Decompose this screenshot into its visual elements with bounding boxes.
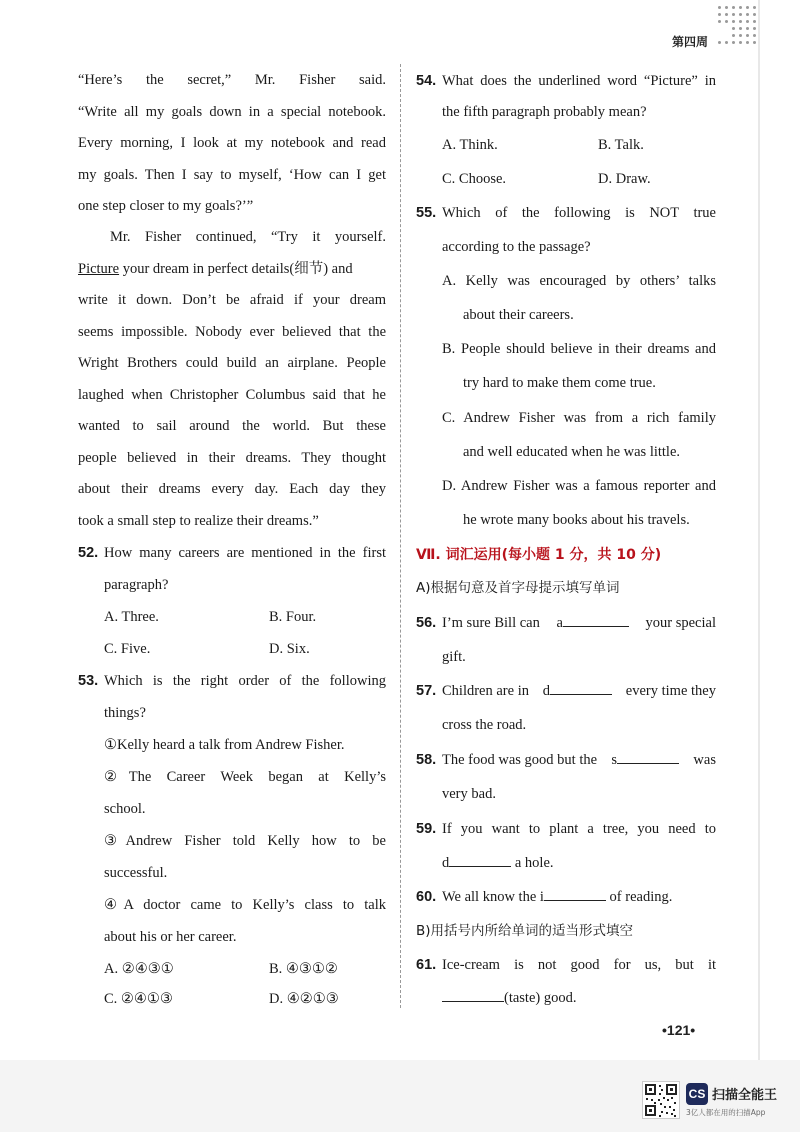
order-item: ③Andrew Fisher told Kelly how to be [104,833,386,849]
fill-in-line [442,676,716,708]
question-text: things? [104,705,146,721]
dot [753,13,756,16]
question-number: 55. [416,205,437,221]
dot [753,27,756,30]
qr-module [654,1102,656,1104]
option: B. Four. [269,609,317,625]
qr-module [661,1089,663,1091]
option: A. Think. [442,137,498,153]
question-text: If you want to plant a tree, you need to [442,821,716,837]
dot [753,34,756,37]
option: C. Andrew Fisher was from a rich family [442,410,716,426]
option: D. ④②①③ [269,991,339,1007]
text-after: a hole. [514,855,554,871]
question-text: gift. [442,649,466,665]
qr-module [669,1106,671,1108]
dot [725,6,728,9]
passage-line: one step closer to my goals?’” [78,198,254,214]
passage-line: seems impossible. Nobody ever believed that the [78,324,386,340]
qr-module [674,1115,676,1117]
question-number: 54. [416,73,437,89]
option-continued: he wrote many books about his travels. [463,512,690,528]
text-after: (taste) good. [504,990,577,1006]
dot [725,20,728,23]
text-after: your special [645,615,716,631]
underlined-word-picture: Picture [78,261,120,277]
question-number: 57. [416,683,437,699]
dot [753,41,756,44]
part-a-title: A)根据句意及首字母提示填写单词 [416,580,620,596]
dot [739,20,742,23]
dot [746,41,749,44]
order-item: ④A doctor came to Kelly’s class to talk [104,897,386,913]
dot [746,34,749,37]
option: B. People should believe in their dreams and [442,341,716,357]
order-item: ①Kelly heard a talk from Andrew Fisher. [104,737,345,753]
dot [718,6,721,9]
initial-letter: i [539,889,544,905]
dot [746,6,749,9]
question-number: 56. [416,615,437,631]
dot [732,34,735,37]
qr-module [674,1102,676,1104]
passage-line: took a small step to realize their dreams.” [78,513,319,529]
option: C. Five. [104,641,151,657]
passage-line: people believed in their dreams. They thought [78,450,386,466]
order-item: about his or her career. [104,929,237,945]
order-item: school. [104,801,146,817]
passage-line: laughed when Christopher Columbus said that he [78,387,386,403]
qr-module [666,1112,668,1114]
question-text: How many careers are mentioned in the first [104,545,386,561]
camscanner-tagline: 3亿人都在用的扫描App [686,1108,766,1117]
fill-in-line [442,745,716,777]
text-before: Children are in [442,683,529,699]
passage-line: wanted to sail around the world. But these [78,418,386,434]
order-item: ②The Career Week began at Kelly’s [104,769,386,785]
answer-blank[interactable] [442,990,504,1006]
question-text: the fifth paragraph probably mean? [442,104,647,120]
fill-in-line [442,608,716,640]
qr-module [667,1099,669,1101]
dot [732,6,735,9]
fill-in-line [442,882,672,914]
camscanner-logo: CS [686,1083,708,1105]
question-text: according to the passage? [442,239,591,255]
dot [739,41,742,44]
question-number: 53. [78,673,99,689]
dot [732,13,735,16]
question-text: Which is the right order of the following [104,673,386,689]
passage-line: write it down. Don’t be afraid if your dream [78,292,386,308]
passage-line-rest: your dream in perfect details(细节) and [122,261,353,277]
dot [718,41,721,44]
question-text: very bad. [442,786,496,802]
question-number: 59. [416,821,437,837]
passage-line: my goals. Then I say to myself, ‘How can I get [78,167,386,183]
option: B. ④③①② [269,961,338,977]
passage-line [78,254,386,286]
dot [725,41,728,44]
text-after: every time they [625,683,716,699]
dot [739,6,742,9]
text-after: was [693,752,716,768]
question-text: paragraph? [104,577,169,593]
camscanner-name: 扫描全能王 [712,1088,778,1103]
order-item: successful. [104,865,168,881]
dot [732,27,735,30]
part-b-title: B)用括号内所给单词的适当形式填空 [416,923,634,939]
passage-line: “Here’s the secret,” Mr. Fisher said. [78,72,386,88]
initial-letter: d [542,683,551,699]
dot [739,13,742,16]
option: B. Talk. [598,137,644,153]
fill-in-line [442,983,576,1015]
page-number: •121• [662,1022,696,1038]
text-before: I’m sure Bill can [442,615,540,631]
qr-module [671,1097,673,1099]
scan-edge [758,0,760,1060]
passage-line: about their dreams every day. Each day they [78,481,386,497]
passage-line: Mr. Fisher continued, “Try it yourself. [110,229,386,245]
passage-line: “Write all my goals down in a special notebook. [78,104,386,120]
qr-module [661,1111,663,1113]
option-continued: about their careers. [463,307,574,323]
option: A. ②④③① [104,961,174,977]
qr-module [651,1099,653,1101]
dot [732,20,735,23]
answer-blank[interactable] [543,676,612,708]
text-before: The food was good but the [442,752,598,768]
option: D. Andrew Fisher was a famous reporter and [442,478,716,494]
qr-module [663,1097,665,1099]
column-divider [400,64,401,1008]
qr-module [660,1103,662,1105]
qr-module [659,1115,661,1117]
option-continued: and well educated when he was little. [463,444,681,460]
option: D. Draw. [598,171,651,187]
initial-letter: d [442,855,450,871]
qr-code-icon [642,1081,680,1119]
initial-letter: a [556,615,563,631]
passage-line: Wright Brothers could build an airplane. People [78,355,386,371]
qr-module [671,1113,673,1115]
dot [746,20,749,23]
dot [718,13,721,16]
dot [753,20,756,23]
qr-module [659,1085,661,1087]
qr-module [673,1109,675,1111]
decorative-dots [718,6,758,48]
text-before: We all know the [442,889,537,905]
section-title: Ⅶ. 词汇运用(每小题 1 分，共 10 分) [416,547,662,563]
qr-module [646,1098,648,1100]
camscanner-watermark [642,1081,792,1121]
question-text: Ice-cream is not good for us, but it [442,957,716,973]
qr-finder-core [649,1109,652,1112]
dot [753,6,756,9]
passage-line: Every morning, I look at my notebook and read [78,135,386,151]
dot [746,13,749,16]
question-number: 52. [78,545,99,561]
question-text: What does the underlined word “Picture” in [442,73,716,89]
fill-in-line [442,848,554,880]
answer-blank[interactable] [611,745,679,777]
qr-finder-core [649,1088,652,1091]
answer-blank[interactable] [442,855,511,871]
dot [739,34,742,37]
answer-blank[interactable] [540,889,606,905]
text-after: of reading. [609,889,673,905]
dot [725,13,728,16]
qr-finder-core [670,1088,673,1091]
dot [739,27,742,30]
question-text: cross the road. [442,717,527,733]
qr-module [658,1099,660,1101]
answer-blank[interactable] [556,608,628,640]
question-number: 61. [416,957,437,973]
question-number: 58. [416,752,437,768]
week-label: 第四周 [672,35,709,49]
question-text: Which of the following is NOT true [442,205,716,221]
option-continued: try hard to make them come true. [463,375,656,391]
option: A. Three. [104,609,159,625]
option: C. ②④①③ [104,991,173,1007]
qr-module [659,1093,661,1095]
option: C. Choose. [442,171,507,187]
dot [732,41,735,44]
option: A. Kelly was encouraged by others’ talks [442,273,716,289]
dot [746,27,749,30]
initial-letter: s [611,752,618,768]
option: D. Six. [269,641,310,657]
qr-module [664,1106,666,1108]
question-number: 60. [416,889,437,905]
dot [718,20,721,23]
